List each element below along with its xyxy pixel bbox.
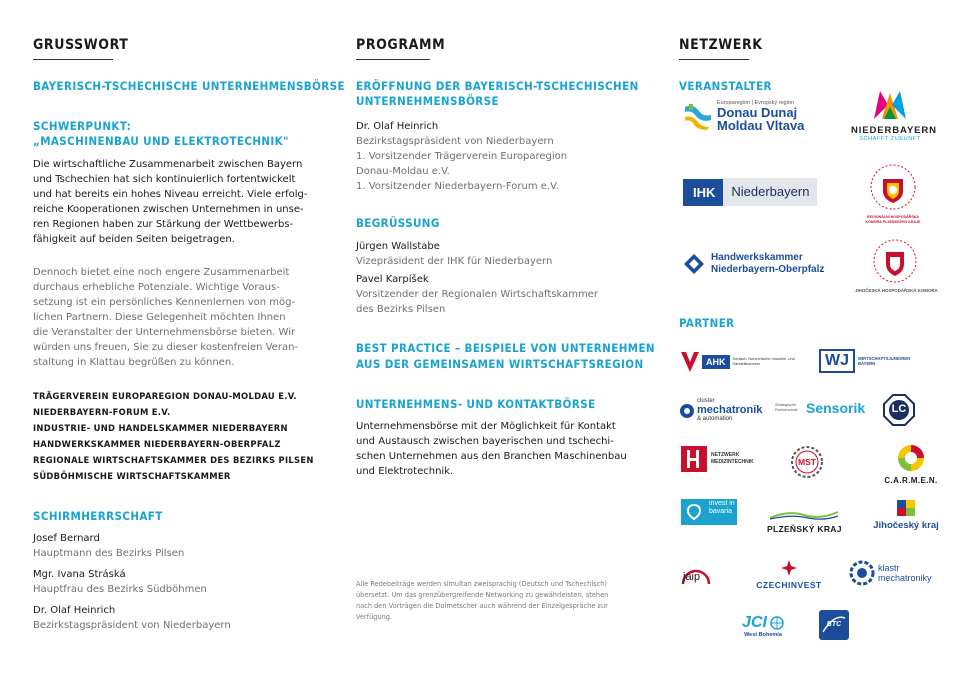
title-line: ERÖFFNUNG DER BAYERISCH-TSCHECHISCHEN — [356, 79, 639, 93]
text-line: Unternehmensbörse mit der Möglichkeit für Kontakt — [356, 421, 616, 432]
cluster-sub: & automation — [697, 416, 733, 422]
patron-entry — [33, 603, 231, 633]
organizer-item: SÜDBÖHMISCHE WIRTSCHAFTSKAMMER — [33, 471, 231, 481]
role-line: Bezirkstagspräsident von Niederbayern — [356, 136, 554, 147]
klastr-gear-icon — [849, 560, 875, 586]
role-line: 1. Vorsitzender Trägerverein Europaregion — [356, 151, 568, 162]
czechinvest-logo — [751, 560, 827, 590]
rhk-plzen-text: REGIONÁLNÍ HOSPODÁŘSKÁ KOMORA PLZEŇSKÉHO KRAJE — [865, 215, 921, 224]
organizer-item: HANDWERKSKAMMER NIEDERBAYERN-OBERPFALZ — [33, 439, 281, 449]
jci-globe-icon — [770, 616, 784, 630]
text-line: ren Regionen haben zur Stärkung der Wettbewerbs- — [33, 219, 294, 230]
netzwerk-medizintechnik-logo — [681, 446, 757, 472]
title-line: UNTERNEHMENSBÖRSE — [356, 94, 499, 108]
cluster-mechatronik-icon — [679, 403, 695, 419]
hwk-line2: Niederbayern-Oberpfalz — [711, 264, 825, 275]
text-line: fähigkeit auf beiden Seiten beigetragen. — [33, 234, 235, 245]
carmen-mark-icon — [897, 444, 925, 472]
jci-sub: West Bohemia — [744, 632, 782, 638]
sensorik-label: Sensorik — [806, 400, 866, 416]
invest-in-bavaria-logo — [681, 499, 737, 525]
jihocesky-mark-icon — [897, 500, 915, 516]
ihk-badge — [683, 179, 723, 206]
hwk-line1: Handwerkskammer — [711, 252, 803, 263]
netzwerk-heading: NETZWERK — [679, 37, 763, 53]
cluster-mechatronik-logo — [679, 398, 762, 423]
klastr-mechatroniky-logo — [849, 560, 932, 586]
patron-entry — [33, 567, 207, 597]
heading-underline — [33, 59, 113, 60]
opening-roles — [356, 134, 567, 194]
note-line: übersetzt. Um das grenzübergreifende Networking zu gewährleisten, stehen — [356, 591, 609, 599]
event-title: BAYERISCH-TSCHECHISCHE UNTERNEHMENSBÖRSE — [33, 79, 345, 93]
text-line: und Elektrotechnik. — [356, 466, 454, 477]
lc-logo — [883, 394, 915, 430]
note-line: Alle Redebeiträge werden simultan zweisprachig (Deutsch und Tschechisch) — [356, 580, 607, 588]
patron-entry — [33, 531, 184, 561]
jaip-logo — [679, 562, 713, 596]
note-line: nach den Vorträgen die Dolmetscher auch während der Einzelgespräche zur — [356, 602, 608, 610]
niederbayern-logo — [851, 89, 937, 142]
ihk-text: Niederbayern — [723, 178, 817, 206]
plzensky-wave-icon — [768, 510, 840, 520]
ihk-logo — [683, 178, 817, 206]
sensorik-logo — [775, 400, 865, 416]
second-paragraph — [33, 265, 308, 370]
welcome-speaker — [356, 239, 552, 269]
welcome-title: BEGRÜSSUNG — [356, 216, 440, 230]
rhk-plzen-logo — [863, 163, 923, 225]
title-line: BEST PRACTICE – BEISPIELE VON UNTERNEHMEN — [356, 341, 655, 355]
donau-moldau-logo — [683, 100, 804, 132]
title-line: AUS DER GEMEINSAMEN WIRTSCHAFTSREGION — [356, 357, 644, 371]
hwk-logo — [683, 252, 824, 276]
rhk-plzen-crest-icon — [869, 163, 917, 211]
speaker-role: Vorsitzender der Regionalen Wirtschaftskammer — [356, 289, 598, 300]
donau-line1: Donau Dunaj — [717, 105, 798, 120]
klastr-line1: klastr — [878, 563, 900, 573]
klastr-line2: mechatroniky — [878, 573, 932, 583]
speaker-name: Jürgen Wallstabe — [356, 241, 440, 252]
patron-name: Dr. Olaf Heinrich — [33, 605, 116, 616]
jci-label: JCI — [742, 614, 767, 631]
btc-logo — [819, 610, 849, 644]
jci-row — [731, 614, 795, 632]
opening-title — [356, 79, 639, 109]
lc-label: LC — [891, 403, 907, 415]
jhk-text: JIHOČESKÁ HOSPODÁŘSKÁ KOMORA — [855, 288, 938, 293]
niederbayern-text: NIEDERBAYERN — [851, 125, 937, 136]
wj-text: WIRTSCHAFTSJUNIOREN BAYERN — [858, 356, 911, 366]
ahk-label: AHK — [702, 355, 730, 369]
translation-note — [356, 579, 608, 623]
text-line: Dennoch bietet eine noch engere Zusammenarbeit — [33, 267, 290, 278]
ahk-logo — [681, 352, 797, 372]
invest-text: invest in bavaria — [707, 499, 737, 525]
text-line: durchaus erhebliche Potenziale. Wichtige Voraus- — [33, 282, 280, 293]
grusswort-heading: GRUSSWORT — [33, 37, 129, 53]
text-line: reiche Kooperationen zwischen Unternehmen in unse- — [33, 204, 304, 215]
jihocesky-kraj-logo — [871, 500, 941, 531]
wj-mark: WJ — [819, 349, 855, 373]
speaker-name: Pavel Karpíšek — [356, 274, 429, 285]
wirtschaftsjunioren-logo — [819, 349, 910, 373]
organizer-list — [33, 388, 314, 484]
organizers-heading: VERANSTALTER — [679, 79, 772, 93]
mst-label: MST — [798, 457, 816, 467]
jaip-label: jaip — [683, 571, 701, 583]
cluster-mechatronik-text — [697, 398, 762, 423]
czechinvest-label: CZECHINVEST — [756, 580, 822, 590]
opening-speaker: Dr. Olaf Heinrich — [356, 121, 439, 132]
ahk-mark-icon — [681, 352, 699, 372]
plzensky-kraj-logo — [767, 505, 842, 534]
programm-heading: PROGRAMM — [356, 37, 446, 53]
carmen-label: C.A.R.M.E.N. — [884, 476, 938, 485]
focus-topic: „MASCHINENBAU UND ELEKTROTECHNIK" — [33, 134, 289, 148]
donau-moldau-mark-icon — [683, 101, 713, 131]
jci-logo — [731, 614, 795, 638]
organizer-item: INDUSTRIE- UND HANDELSKAMMER NIEDERBAYERN — [33, 423, 288, 433]
sensorik-small: Strategische Partnerschaft — [775, 403, 798, 412]
carmen-logo — [883, 444, 939, 485]
organizer-item: TRÄGERVEREIN EUROPAREGION DONAU-MOLDAU E.V. — [33, 391, 297, 401]
cluster-label: mechatronik — [697, 404, 763, 416]
welcome-speaker — [356, 272, 598, 317]
niederbayern-sub: SCHAFFT ZUKUNFT — [859, 136, 921, 142]
patron-role: Hauptfrau des Bezirks Südböhmen — [33, 584, 207, 595]
focus-label: SCHWERPUNKT: — [33, 119, 132, 133]
patron-name: Josef Bernard — [33, 533, 100, 544]
ihk-label: IHK — [693, 184, 716, 200]
intro-paragraph — [33, 157, 308, 247]
text-line: staltung in Klattau begrüßen zu können. — [33, 357, 235, 368]
exchange-text — [356, 419, 627, 479]
text-line: setzung ist ein persönliches Kennenlernen von mög- — [33, 297, 296, 308]
best-practice-title — [356, 340, 655, 372]
text-line: lichen Partnern. Diese Gelegenheit möchten Ihnen — [33, 312, 286, 323]
hwk-text — [711, 252, 824, 276]
text-line: schen Unternehmen aus den Branchen Maschinenbau — [356, 451, 627, 462]
text-line: Die wirtschaftliche Zusammenarbeit zwischen Bayern — [33, 159, 303, 170]
speaker-role: Vizepräsident der IHK für Niederbayern — [356, 256, 553, 267]
donau-line2: Moldau Vltava — [717, 118, 805, 133]
patron-heading: SCHIRMHERRSCHAFT — [33, 509, 163, 523]
organizer-item: REGIONALE WIRTSCHAFTSKAMMER DES BEZIRKS PILSEN — [33, 455, 314, 465]
role-line: Donau-Moldau e.V. — [356, 166, 450, 177]
speaker-role: des Bezirks Pilsen — [356, 304, 446, 315]
heading-underline — [356, 59, 430, 60]
medizintechnik-text: NETZWERK MEDIZINTECHNIK — [711, 452, 754, 465]
note-line: Verfügung. — [356, 613, 393, 621]
patron-role: Bezirkstagspräsident von Niederbayern — [33, 620, 231, 631]
text-line: und hat bereits ein hohes Niveau erreicht. Viele erfolg- — [33, 189, 308, 200]
text-line: und Tschechien hat sich kontinuierlich fortentwickelt — [33, 174, 296, 185]
exchange-title: UNTERNEHMENS- UND KONTAKTBÖRSE — [356, 397, 596, 411]
patron-name: Mgr. Ivana Stráská — [33, 569, 126, 580]
mst-logo — [791, 446, 823, 482]
btc-label: BTC — [826, 621, 842, 628]
klastr-text — [878, 563, 932, 583]
organizer-item: NIEDERBAYERN-FORUM E.V. — [33, 407, 171, 417]
text-line: würden uns freuen, Sie zu dieser kostenfreien Veran- — [33, 342, 299, 353]
donau-small-text: Europaregion | Evropský region — [717, 100, 794, 106]
donau-moldau-text — [717, 100, 804, 132]
text-line: die Veranstalter der Unternehmensbörse bieten. Wir — [33, 327, 296, 338]
cluster-small: cluster — [697, 398, 715, 404]
ahk-text: Deutsch-Tschechische Industrie- und Handelskammer — [732, 357, 795, 366]
plzensky-label: PLZEŇSKÝ KRAJ — [767, 524, 842, 534]
patron-role: Hauptmann des Bezirks Pilsen — [33, 548, 185, 559]
partner-heading: PARTNER — [679, 316, 735, 330]
role-line: 1. Vorsitzender Niederbayern-Forum e.V. — [356, 181, 559, 192]
jhk-logo — [855, 238, 938, 293]
location-pin-icon — [687, 504, 701, 520]
text-line: und Austausch zwischen bayerischen und tschechi- — [356, 436, 614, 447]
jhk-crest-icon — [871, 238, 919, 284]
heading-underline — [679, 59, 749, 60]
invest-mark-icon — [681, 499, 707, 525]
jihocesky-label: Jihočeský kraj — [873, 520, 939, 531]
czechinvest-star-icon — [781, 560, 797, 576]
medizintechnik-mark-icon — [681, 446, 707, 472]
niederbayern-mark-icon — [870, 89, 910, 121]
hwk-mark-icon — [683, 253, 705, 275]
